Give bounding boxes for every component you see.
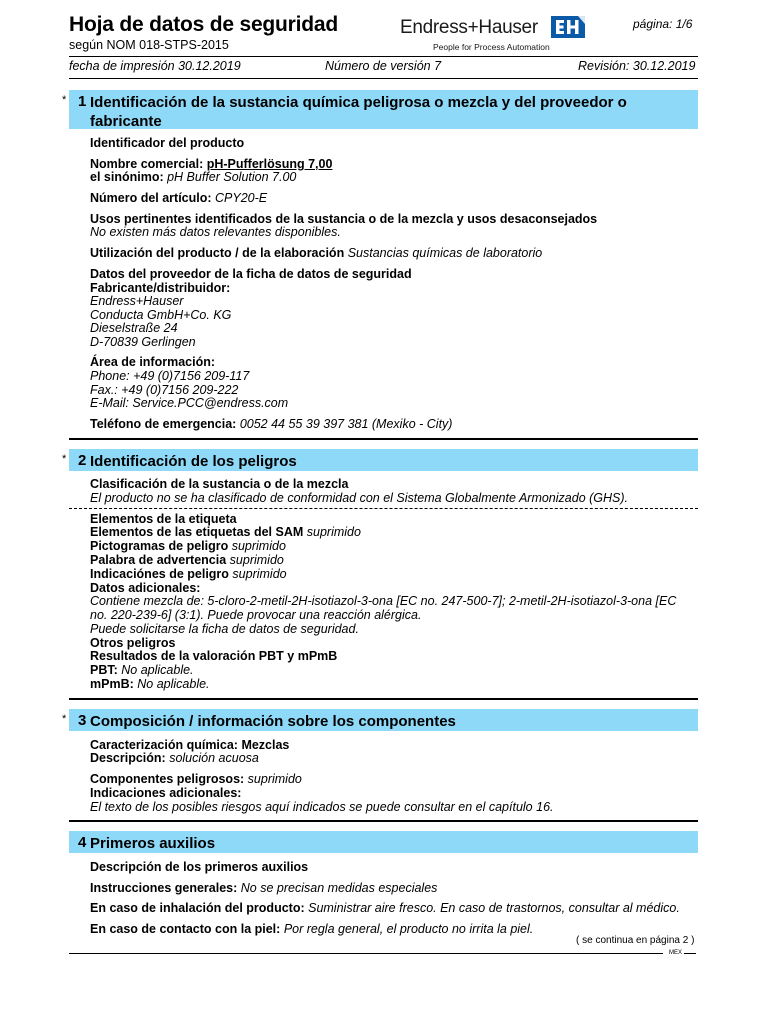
synonym-row (90, 170, 296, 184)
mpmb-row (90, 677, 210, 691)
skin-contact-row (90, 922, 533, 936)
label-elements: Elementos de la etiqueta (90, 512, 237, 526)
section-number: 2 (78, 452, 87, 469)
section-3-heading (69, 709, 698, 731)
classification-value: El producto no se ha clasificado de conformidad con el Sistema Globalmente Armonizado (GHS). (90, 491, 629, 505)
pictograms-value: suprimido (231, 539, 286, 553)
address-line: Endress+Hauser (90, 294, 184, 308)
emergency-label: Teléfono de emergencia: (90, 417, 237, 431)
emergency-value: 0052 44 55 39 397 381 (Mexiko - City) (239, 417, 453, 431)
section-title: Identificación de los peligros (90, 453, 297, 470)
section-title: Identificación de la sustancia química peligrosa o mezcla y del proveedor o fabricante (90, 94, 627, 130)
dashed-divider (69, 508, 698, 509)
hazardous-components-value: suprimido (247, 772, 302, 786)
additional-indications-label: Indicaciones adicionales: (90, 786, 242, 800)
pbt-label: PBT: (90, 663, 118, 677)
signal-word-row (90, 553, 284, 567)
section-divider (69, 698, 698, 700)
section-number: 3 (78, 712, 87, 729)
chemical-characterization: Caracterización química: Mezclas (90, 738, 290, 752)
hazard-statements-value: suprimido (232, 567, 287, 581)
brand-logo-icon (551, 16, 585, 38)
utilization-row (90, 246, 542, 260)
fax-line: Fax.: +49 (0)7156 209-222 (90, 383, 239, 397)
trade-name-value: pH-Pufferlösung 7,00 (206, 157, 333, 171)
sam-value: suprimido (306, 525, 361, 539)
description-value: solución acuosa (169, 751, 259, 765)
revision-date: Revisión: 30.12.2019 (578, 59, 696, 73)
manufacturer-label: Fabricante/distribuidor: (90, 281, 231, 295)
change-marker: * (62, 94, 67, 106)
country-code: MEX (669, 950, 683, 956)
pbt-row (90, 663, 194, 677)
section-2-heading (69, 449, 698, 471)
pbt-value: No aplicable. (121, 663, 194, 677)
trade-name-label: Nombre comercial: (90, 157, 204, 171)
pictograms-label: Pictogramas de peligro (90, 539, 229, 553)
emergency-row (90, 417, 452, 431)
change-marker: * (62, 713, 67, 725)
address-line: Conducta GmbH+Co. KG (90, 308, 232, 322)
footer-divider-end (684, 953, 696, 954)
sam-row (90, 525, 361, 539)
general-instructions-row (90, 881, 437, 895)
page-number: página: 1/6 (633, 17, 693, 31)
inhalation-label: En caso de inhalación del producto: (90, 901, 305, 915)
hazardous-components-label: Componentes peligrosos: (90, 772, 245, 786)
product-identifier-label: Identificador del producto (90, 136, 245, 150)
header-divider-bottom (69, 78, 698, 79)
article-row (90, 191, 267, 205)
brand-tagline: People for Process Automation (433, 42, 550, 52)
general-instructions-value: No se precisan medidas especiales (240, 881, 438, 895)
section-4-heading (69, 831, 698, 853)
header-divider (69, 56, 698, 57)
address-line: D-70839 Gerlingen (90, 335, 196, 349)
hazard-statements-row (90, 567, 287, 581)
email-line: E-Mail: Service.PCC@endress.com (90, 396, 289, 410)
utilization-value: Sustancias químicas de laboratorio (347, 246, 543, 260)
additional-data-line: no. 220-239-6] (3:1). Puede provocar una reacción alérgica. (90, 608, 422, 622)
additional-data-line: Contiene mezcla de: 5-cloro-2-metil-2H-isotiazol-3-ona [EC no. 247-500-7]; 2-metil-2H-isotiazol-3-ona [EC (90, 594, 677, 608)
first-aid-description-label: Descripción de los primeros auxilios (90, 860, 309, 874)
signal-word-label: Palabra de advertencia (90, 553, 227, 567)
article-label: Número del artículo: (90, 191, 212, 205)
info-area-label: Área de información: (90, 355, 216, 369)
continuation-note: ( se continua en página 2 ) (576, 935, 695, 946)
trade-name-row (90, 157, 332, 171)
uses-label: Usos pertinentes identificados de la sustancia o de la mezcla y usos desaconsejados (90, 212, 598, 226)
general-instructions-label: Instrucciones generales: (90, 881, 238, 895)
section-divider (69, 820, 698, 822)
hazardous-components-row (90, 772, 302, 786)
section-title: Composición / información sobre los componentes (90, 713, 456, 730)
other-hazards-label: Otros peligros (90, 636, 176, 650)
footer-divider (69, 953, 663, 954)
section-divider (69, 438, 698, 440)
change-marker: * (62, 453, 67, 465)
description-row (90, 751, 259, 765)
pbt-results-label: Resultados de la valoración PBT y mPmB (90, 649, 338, 663)
document-subtitle: según NOM 018-STPS-2015 (69, 38, 229, 52)
skin-contact-label: En caso de contacto con la piel: (90, 922, 281, 936)
description-label: Descripción: (90, 751, 166, 765)
signal-word-value: suprimido (229, 553, 284, 567)
version-number: Número de versión 7 (325, 59, 442, 73)
article-value: CPY20-E (215, 191, 268, 205)
skin-contact-value: Por regla general, el producto no irrita la piel. (283, 922, 534, 936)
classification-label: Clasificación de la sustancia o de la mezcla (90, 477, 349, 491)
inhalation-row (90, 901, 680, 915)
brand-name: Endress+Hauser (400, 17, 538, 38)
section-title: Primeros auxilios (90, 835, 216, 852)
inhalation-value: Suministrar aire fresco. En caso de trastornos, consultar al médico. (308, 901, 680, 915)
mpmb-value: No aplicable. (137, 677, 210, 691)
section-1-heading (69, 90, 698, 129)
mpmb-label: mPmB: (90, 677, 134, 691)
hazard-statements-label: Indicaciónes de peligro (90, 567, 229, 581)
additional-data-label: Datos adicionales: (90, 581, 201, 595)
utilization-label: Utilización del producto / de la elaboración (90, 246, 345, 260)
section-number: 4 (78, 834, 87, 851)
additional-data-line: Puede solicitarse la ficha de datos de seguridad. (90, 622, 359, 636)
supplier-label: Datos del proveedor de la ficha de datos de seguridad (90, 267, 412, 281)
sam-label: Elementos de las etiquetas del SAM (90, 525, 304, 539)
document-title: Hoja de datos de seguridad (69, 13, 339, 36)
print-date: fecha de impresión 30.12.2019 (69, 59, 241, 73)
uses-value: No existen más datos relevantes disponibles. (90, 225, 341, 239)
address-line: Dieselstraße 24 (90, 321, 178, 335)
synonym-label: el sinónimo: (90, 170, 164, 184)
pictograms-row (90, 539, 286, 553)
additional-indications-value: El texto de los posibles riesgos aquí indicados se puede consultar en el capítulo 16. (90, 800, 554, 814)
synonym-value: pH Buffer Solution 7.00 (167, 170, 297, 184)
phone-line: Phone: +49 (0)7156 209-117 (90, 369, 250, 383)
section-number: 1 (78, 93, 87, 110)
